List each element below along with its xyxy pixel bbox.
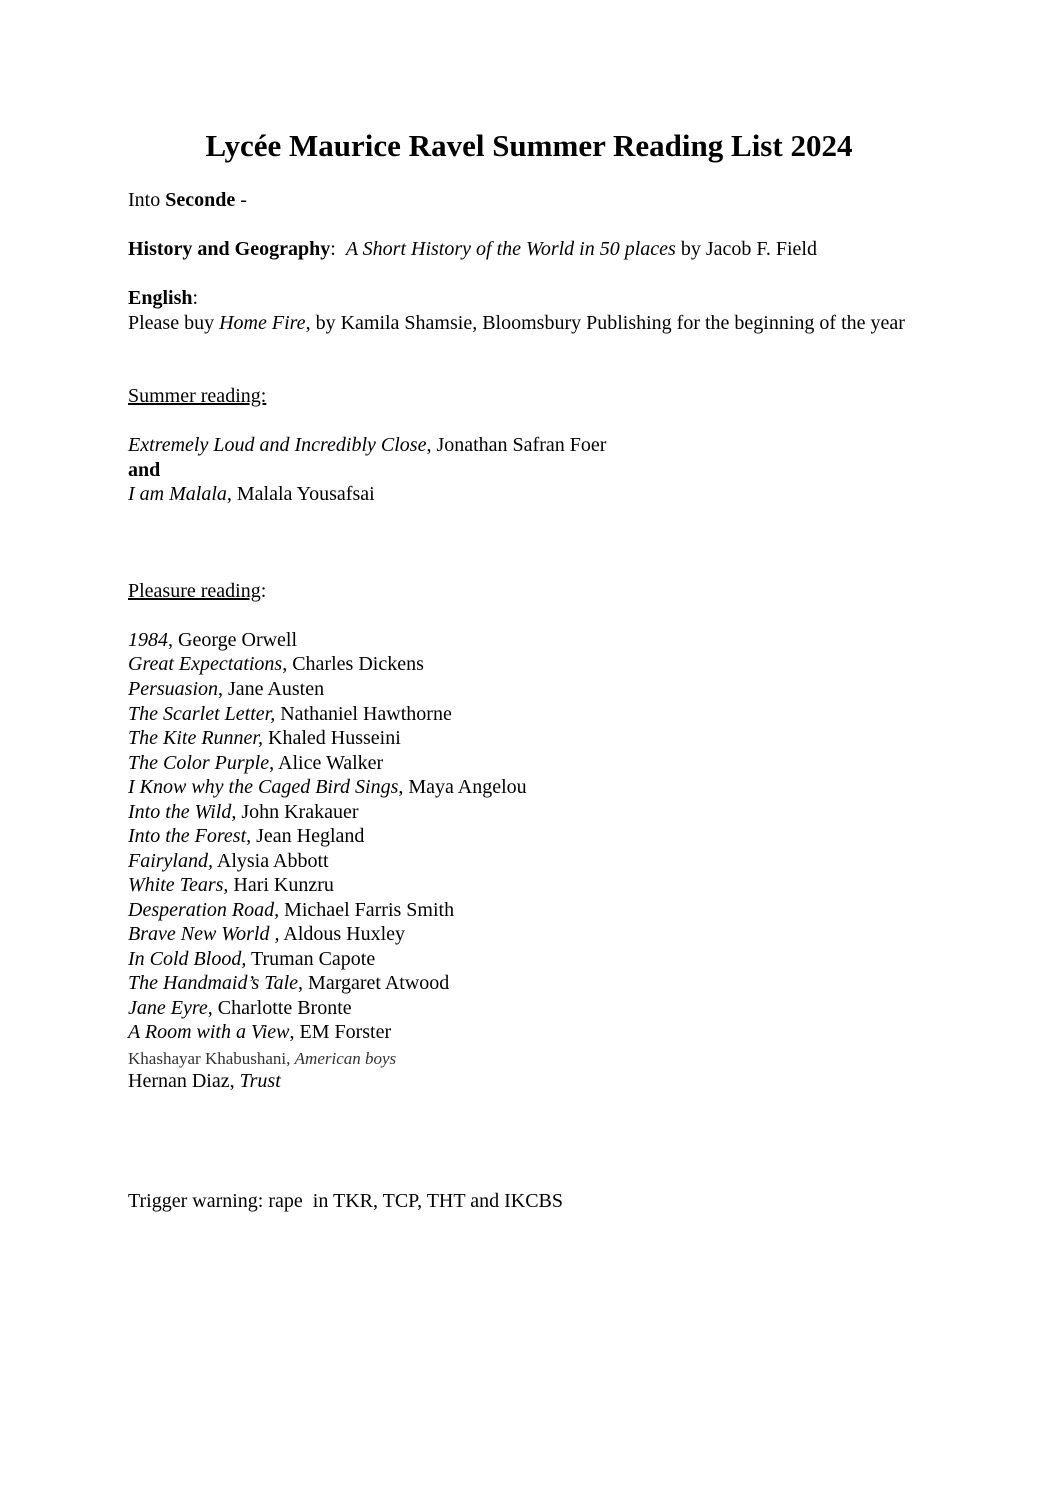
book-author: , Jane Austen xyxy=(218,678,325,700)
pleasure-book-extra xyxy=(128,1069,281,1094)
book-author: , Jonathan Safran Foer xyxy=(426,434,607,456)
book-title: I am Malala xyxy=(128,483,227,505)
pleasure-reading-heading xyxy=(128,579,266,604)
pleasure-book xyxy=(128,628,297,653)
book-title: The Handmaid’s Tale xyxy=(128,972,299,994)
pleasure-book xyxy=(128,849,329,874)
book-title: Great Expectations xyxy=(128,653,283,675)
book-author: , George Orwell xyxy=(168,629,298,651)
book-title: A Room with a View xyxy=(128,1021,290,1043)
book-title: White Tears, xyxy=(128,874,229,896)
book-author: , Maya Angelou xyxy=(398,776,527,798)
pleasure-book xyxy=(128,947,375,972)
book-title: Desperation Road, xyxy=(128,899,280,921)
pleasure-book xyxy=(128,996,352,1021)
book-title: Brave New World , xyxy=(128,923,280,945)
book-author: Hernan Diaz, xyxy=(128,1070,240,1092)
english-buy-prefix: Please buy xyxy=(128,312,220,334)
pleasure-book xyxy=(128,824,364,849)
book-author: Truman Capote xyxy=(246,948,376,970)
book-author: , Malala Yousafsai xyxy=(226,483,375,505)
summer-and: and xyxy=(128,459,161,481)
intro-level: Seconde xyxy=(165,189,236,211)
pleasure-book xyxy=(128,922,405,947)
book-title: American boys xyxy=(294,1049,397,1068)
book-title: The Kite Runner, xyxy=(128,727,263,749)
book-author: Alysia Abbott xyxy=(213,850,329,872)
book-title: The Color Purple xyxy=(128,752,270,774)
book-title: 1984 xyxy=(128,629,168,651)
book-title: Trust xyxy=(239,1070,281,1092)
book-title: I Know why the Caged Bird Sings xyxy=(128,776,399,798)
pleasure-heading-colon: : xyxy=(260,580,267,602)
book-author: Hari Kunzru xyxy=(228,874,334,896)
history-subject: History and Geography xyxy=(128,238,331,260)
pleasure-book xyxy=(128,898,454,923)
pleasure-book xyxy=(128,726,401,751)
history-book-author: by Jacob F. Field xyxy=(675,238,817,260)
pleasure-book-extra xyxy=(128,1046,396,1071)
english-colon: : xyxy=(192,287,199,309)
english-buy-paragraph xyxy=(128,311,928,336)
book-author: , Charlotte Bronte xyxy=(207,997,352,1019)
book-title: Persuasion xyxy=(128,678,218,700)
intro-prefix: Into xyxy=(128,189,166,211)
book-title: Into the Forest, xyxy=(128,825,252,847)
summer-heading-text: Summer reading: xyxy=(128,385,267,407)
summer-book-2 xyxy=(128,482,375,507)
trigger-warning: Trigger warning: rape in TKR, TCP, THT and IKCBS xyxy=(128,1190,564,1212)
intro-line xyxy=(128,188,247,213)
book-title: The Scarlet Letter, xyxy=(128,703,276,725)
pleasure-heading-text: Pleasure reading xyxy=(128,580,261,602)
pleasure-book xyxy=(128,971,449,996)
history-book-title: A Short History of the World in 50 places xyxy=(345,238,676,260)
pleasure-book xyxy=(128,702,452,727)
pleasure-book xyxy=(128,1020,391,1045)
book-author: Nathaniel Hawthorne xyxy=(275,703,452,725)
book-author: Jean Hegland xyxy=(251,825,365,847)
pleasure-book xyxy=(128,751,383,776)
pleasure-book xyxy=(128,652,424,677)
english-subject: English xyxy=(128,287,193,309)
book-author: Aldous Huxley xyxy=(279,923,406,945)
intro-suffix: - xyxy=(235,189,247,211)
book-author: John Krakauer xyxy=(236,801,359,823)
english-buy-book: Home Fire xyxy=(219,312,306,334)
summer-book-1 xyxy=(128,433,606,458)
english-heading xyxy=(128,286,198,311)
summer-reading-heading xyxy=(128,384,266,409)
book-author: Khashayar Khabushani, xyxy=(128,1049,295,1068)
book-author: , Alice Walker xyxy=(269,752,384,774)
pleasure-book xyxy=(128,677,324,702)
book-title: Fairyland, xyxy=(128,850,213,872)
history-colon: : xyxy=(330,238,346,260)
book-author: , Charles Dickens xyxy=(282,653,424,675)
english-buy-suffix: , by Kamila Shamsie, Bloomsbury Publishing for the beginning of the year xyxy=(305,312,905,334)
book-title: Extremely Loud and Incredibly Close xyxy=(128,434,427,456)
book-author: , Margaret Atwood xyxy=(298,972,450,994)
book-author: , EM Forster xyxy=(289,1021,392,1043)
pleasure-book xyxy=(128,873,334,898)
book-title: In Cold Blood, xyxy=(128,948,247,970)
book-title: Jane Eyre xyxy=(128,997,208,1019)
page-title: Lycée Maurice Ravel Summer Reading List 2024 xyxy=(205,128,853,163)
book-author: Khaled Husseini xyxy=(263,727,401,749)
pleasure-book xyxy=(128,775,527,800)
history-line xyxy=(128,237,817,262)
pleasure-book xyxy=(128,800,359,825)
book-author: Michael Farris Smith xyxy=(279,899,455,921)
book-title: Into the Wild, xyxy=(128,801,237,823)
